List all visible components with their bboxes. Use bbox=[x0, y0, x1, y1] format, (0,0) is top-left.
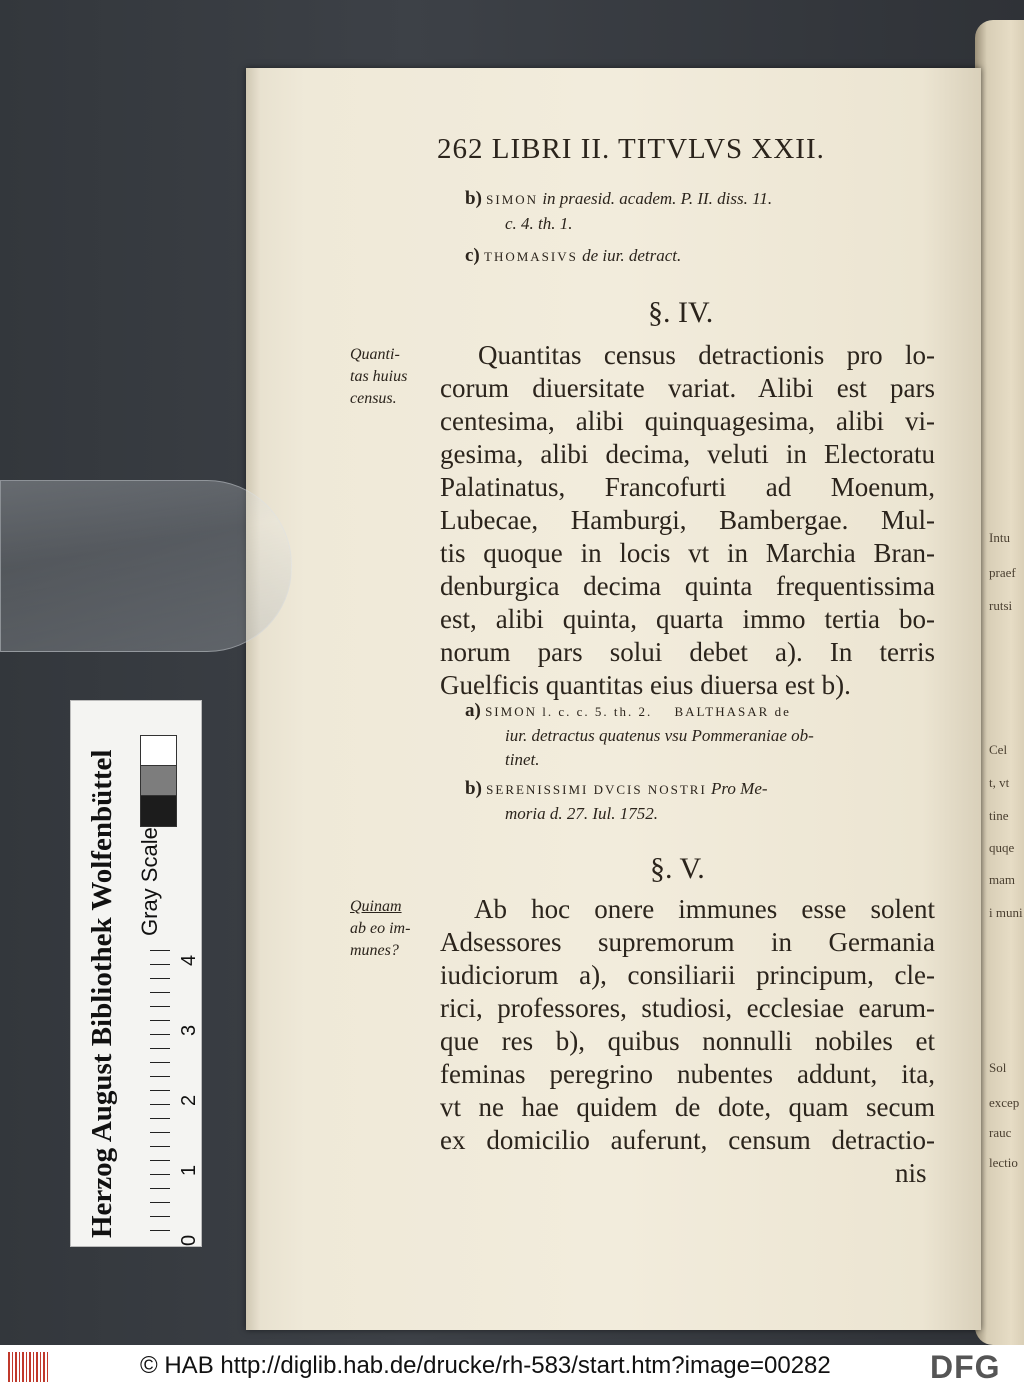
body-line: feminas peregrino nubentes addunt, ita, bbox=[440, 1059, 935, 1089]
body-line: norum pars solui debet a). In terris bbox=[440, 637, 935, 667]
scale-card-subtitle: Gray Scale bbox=[137, 827, 162, 936]
catchword: nis bbox=[895, 1158, 927, 1188]
adjacent-fragment: rauc bbox=[989, 1125, 1012, 1140]
scale-card-title: Herzog August Bibliothek Wolfenbüttel bbox=[86, 749, 118, 1238]
body-line: corum diuersitate variat. Alibi est pars bbox=[440, 373, 935, 403]
body-line: ex domicilio auferunt, censum detractio- bbox=[440, 1125, 935, 1155]
footnote-a-line: tinet. bbox=[505, 750, 540, 769]
adjacent-fragment: quqe bbox=[989, 840, 1015, 855]
gray-swatch-black bbox=[140, 795, 177, 827]
margin-note-4: Quanti- bbox=[350, 346, 400, 363]
margin-note-5: Quinam bbox=[350, 898, 402, 915]
body-line: denburgica decima quinta frequentissima bbox=[440, 571, 935, 601]
adjacent-page bbox=[975, 20, 1024, 1345]
margin-note-4: tas huius bbox=[350, 368, 408, 385]
section-heading-4: §. IV. bbox=[648, 296, 714, 329]
body-line: Ab hoc onere immunes esse solent bbox=[474, 894, 935, 924]
page-edge bbox=[246, 68, 260, 1330]
adjacent-fragment: praef bbox=[989, 565, 1016, 580]
footnote-b-cont: c. 4. th. 1. bbox=[505, 214, 573, 233]
adjacent-fragment: rutsi bbox=[989, 598, 1013, 613]
ruler-number: 3 bbox=[178, 1024, 200, 1036]
body-line: est, alibi quinta, quarta immo tertia bo- bbox=[440, 604, 935, 634]
margin-note-5: munes? bbox=[350, 942, 399, 959]
body-line: Guelficis quantitas eius diuersa est b). bbox=[440, 670, 851, 700]
body-line: iudiciorum a), consiliarii principum, cle- bbox=[440, 960, 935, 990]
body-line: Palatinatus, Francofurti ad Moenum, bbox=[440, 472, 935, 502]
footnote-a-line: iur. detractus quatenus vsu Pommeraniae ob- bbox=[505, 726, 814, 745]
gray-swatch-white bbox=[140, 735, 177, 767]
body-line: que res b), quibus nonnulli nobiles et bbox=[440, 1026, 935, 1056]
adjacent-fragment: Intu bbox=[989, 530, 1010, 545]
running-header: 262 LIBRI II. TITVLVS XXII. bbox=[437, 133, 825, 165]
ruler-number: 1 bbox=[178, 1164, 200, 1176]
section-heading-5: §. V. bbox=[650, 852, 705, 885]
plastic-page-clip bbox=[0, 480, 292, 652]
gray-swatch-mid bbox=[140, 765, 177, 797]
footnote-b: b) SIMON in praesid. academ. P. II. diss. 11. bbox=[465, 188, 773, 209]
footnote-a: a) SIMON l. c. c. 5. th. 2. BALTHASAR de bbox=[465, 700, 791, 721]
adjacent-fragment: lectio bbox=[989, 1155, 1018, 1170]
adjacent-fragment: Sol bbox=[989, 1060, 1007, 1075]
body-line: centesima, alibi quinquagesima, alibi vi- bbox=[440, 406, 935, 436]
ruler-number: 2 bbox=[178, 1094, 200, 1106]
footnote-b2: b) SERENISSIMI DVCIS NOSTRI Pro Me- bbox=[465, 778, 768, 799]
margin-note-5: ab eo im- bbox=[350, 920, 411, 937]
body-line: Adsessores supremorum in Germania bbox=[440, 927, 935, 957]
dfg-logo: DFG bbox=[930, 1349, 1001, 1385]
body-line: Lubecae, Hamburgi, Bambergae. Mul- bbox=[440, 505, 935, 535]
body-line: rici, professores, studiosi, ecclesiae earum- bbox=[440, 993, 935, 1023]
body-line: Quantitas census detractionis pro lo- bbox=[478, 340, 935, 370]
ruler-number: 4 bbox=[178, 954, 200, 966]
adjacent-fragment: excep bbox=[989, 1095, 1020, 1110]
adjacent-fragment: i muni bbox=[989, 905, 1023, 920]
ruler-ticks bbox=[150, 950, 170, 1240]
adjacent-fragment: tine bbox=[989, 808, 1009, 823]
body-line: gesima, alibi decima, veluti in Electoratu bbox=[440, 439, 935, 469]
adjacent-fragment: mam bbox=[989, 872, 1015, 887]
adjacent-fragment: t, vt bbox=[989, 775, 1010, 790]
adjacent-fragment: Cel bbox=[989, 742, 1008, 757]
footnote-c: c) THOMASIVS de iur. detract. bbox=[465, 245, 682, 266]
barcode-icon bbox=[8, 1352, 48, 1382]
footnote-b2-line: moria d. 27. Iul. 1752. bbox=[505, 804, 658, 823]
margin-note-4: census. bbox=[350, 390, 397, 407]
footer-copyright-link[interactable]: © HAB http://diglib.hab.de/drucke/rh-583/start.htm?image=00282 bbox=[140, 1352, 831, 1379]
body-line: tis quoque in locis vt in Marchia Bran- bbox=[440, 538, 935, 568]
body-line: vt ne hae quidem de dote, quam secum bbox=[440, 1092, 935, 1122]
ruler-number: 0 bbox=[178, 1234, 200, 1246]
